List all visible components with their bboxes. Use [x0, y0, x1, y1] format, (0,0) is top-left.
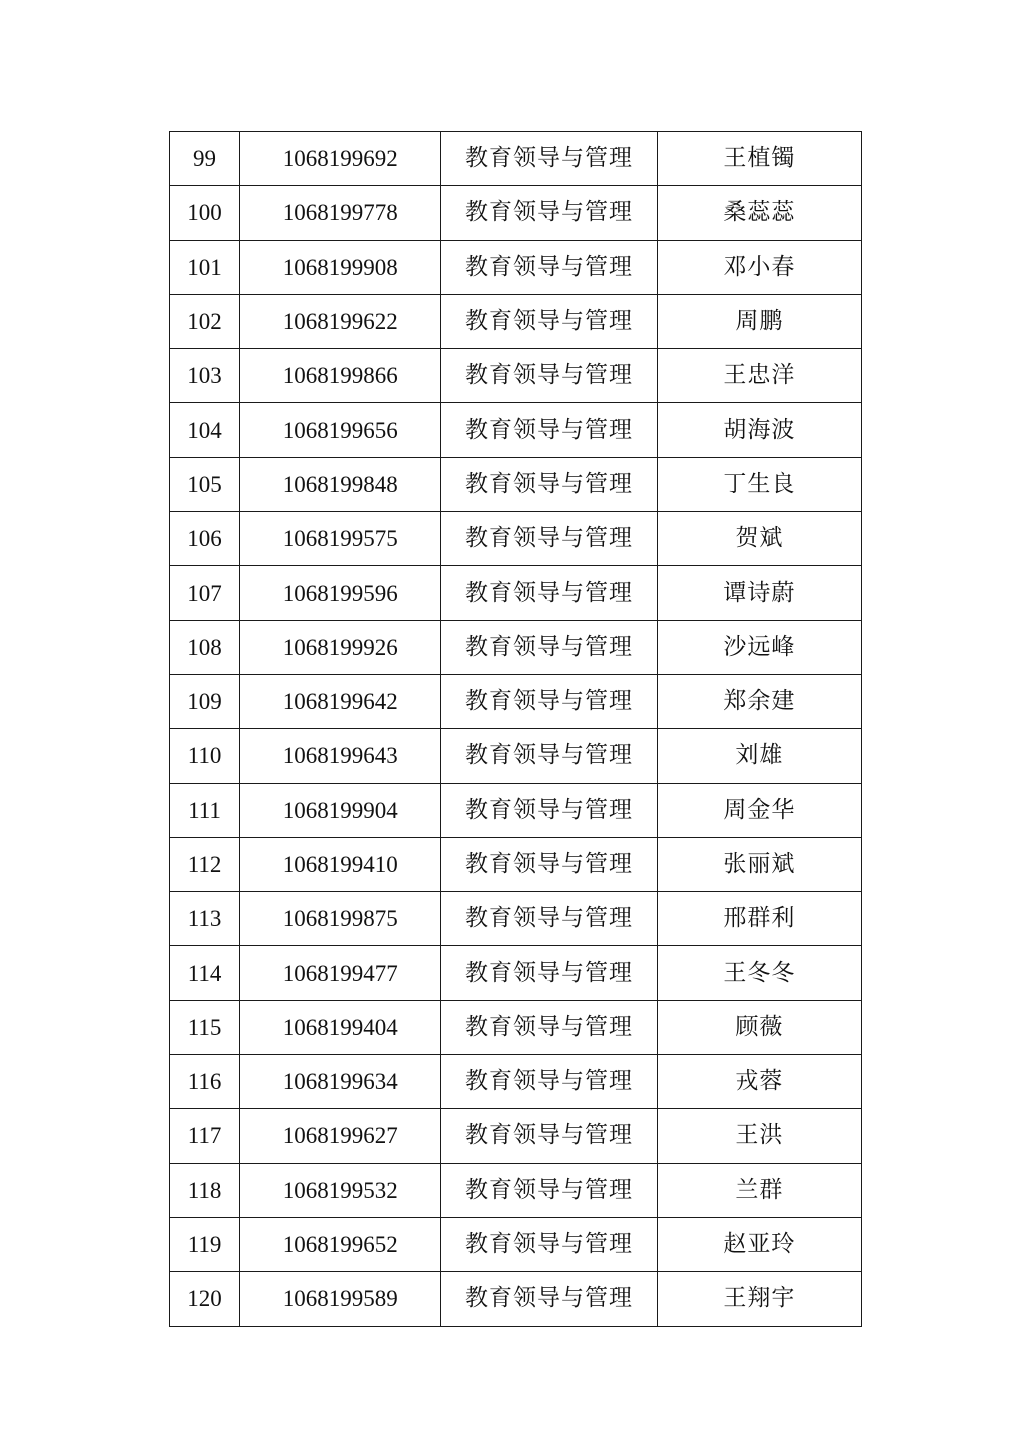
student-name-cell: 沙远峰: [657, 620, 861, 674]
student-id-cell: 1068199642: [240, 674, 441, 728]
table-row: [170, 674, 862, 728]
student-name-cell: 王忠洋: [657, 349, 861, 403]
student-id-cell: 1068199622: [240, 294, 441, 348]
student-name-cell: 王翔宇: [657, 1272, 861, 1326]
table-row: [170, 620, 862, 674]
student-name-cell: 顾薇: [657, 1000, 861, 1054]
student-name-cell: 周鹏: [657, 294, 861, 348]
row-number-cell: 108: [170, 620, 240, 674]
student-name-cell: 谭诗蔚: [657, 566, 861, 620]
table-row: [170, 566, 862, 620]
row-number-cell: 113: [170, 892, 240, 946]
student-name-cell: 胡海波: [657, 403, 861, 457]
student-name-cell: 王洪: [657, 1109, 861, 1163]
table-row: [170, 240, 862, 294]
student-id-cell: 1068199575: [240, 512, 441, 566]
row-number-cell: 99: [170, 132, 240, 186]
row-number-cell: 102: [170, 294, 240, 348]
student-name-cell: 周金华: [657, 783, 861, 837]
row-number-cell: 120: [170, 1272, 240, 1326]
student-roster-table: [169, 131, 862, 1327]
major-cell: 教育领导与管理: [441, 566, 657, 620]
major-cell: 教育领导与管理: [441, 1109, 657, 1163]
table-row: [170, 1000, 862, 1054]
student-id-cell: 1068199692: [240, 132, 441, 186]
table-row: [170, 946, 862, 1000]
student-id-cell: 1068199926: [240, 620, 441, 674]
table-row: [170, 457, 862, 511]
row-number-cell: 112: [170, 837, 240, 891]
table-row: [170, 1217, 862, 1271]
row-number-cell: 104: [170, 403, 240, 457]
student-name-cell: 王冬冬: [657, 946, 861, 1000]
major-cell: 教育领导与管理: [441, 512, 657, 566]
row-number-cell: 115: [170, 1000, 240, 1054]
student-id-cell: 1068199589: [240, 1272, 441, 1326]
table-row: [170, 349, 862, 403]
student-id-cell: 1068199532: [240, 1163, 441, 1217]
student-id-cell: 1068199634: [240, 1055, 441, 1109]
student-name-cell: 王植镯: [657, 132, 861, 186]
major-cell: 教育领导与管理: [441, 1217, 657, 1271]
student-name-cell: 刘雄: [657, 729, 861, 783]
major-cell: 教育领导与管理: [441, 783, 657, 837]
student-name-cell: 桑蕊蕊: [657, 186, 861, 240]
row-number-cell: 114: [170, 946, 240, 1000]
major-cell: 教育领导与管理: [441, 1055, 657, 1109]
student-name-cell: 郑余建: [657, 674, 861, 728]
row-number-cell: 118: [170, 1163, 240, 1217]
student-name-cell: 张丽斌: [657, 837, 861, 891]
major-cell: 教育领导与管理: [441, 837, 657, 891]
row-number-cell: 119: [170, 1217, 240, 1271]
table-row: [170, 1109, 862, 1163]
major-cell: 教育领导与管理: [441, 403, 657, 457]
major-cell: 教育领导与管理: [441, 1272, 657, 1326]
row-number-cell: 106: [170, 512, 240, 566]
major-cell: 教育领导与管理: [441, 892, 657, 946]
student-id-cell: 1068199904: [240, 783, 441, 837]
major-cell: 教育领导与管理: [441, 294, 657, 348]
row-number-cell: 107: [170, 566, 240, 620]
student-id-cell: 1068199778: [240, 186, 441, 240]
row-number-cell: 116: [170, 1055, 240, 1109]
student-name-cell: 兰群: [657, 1163, 861, 1217]
row-number-cell: 110: [170, 729, 240, 783]
student-id-cell: 1068199410: [240, 837, 441, 891]
major-cell: 教育领导与管理: [441, 186, 657, 240]
student-id-cell: 1068199908: [240, 240, 441, 294]
major-cell: 教育领导与管理: [441, 240, 657, 294]
major-cell: 教育领导与管理: [441, 1163, 657, 1217]
table-row: [170, 1055, 862, 1109]
major-cell: 教育领导与管理: [441, 132, 657, 186]
row-number-cell: 109: [170, 674, 240, 728]
major-cell: 教育领导与管理: [441, 349, 657, 403]
student-id-cell: 1068199866: [240, 349, 441, 403]
roster-table-body: [170, 132, 862, 1327]
row-number-cell: 100: [170, 186, 240, 240]
row-number-cell: 105: [170, 457, 240, 511]
table-row: [170, 729, 862, 783]
major-cell: 教育领导与管理: [441, 674, 657, 728]
table-row: [170, 892, 862, 946]
row-number-cell: 111: [170, 783, 240, 837]
row-number-cell: 117: [170, 1109, 240, 1163]
major-cell: 教育领导与管理: [441, 457, 657, 511]
table-row: [170, 132, 862, 186]
student-id-cell: 1068199875: [240, 892, 441, 946]
student-id-cell: 1068199404: [240, 1000, 441, 1054]
major-cell: 教育领导与管理: [441, 729, 657, 783]
student-id-cell: 1068199627: [240, 1109, 441, 1163]
student-id-cell: 1068199848: [240, 457, 441, 511]
student-id-cell: 1068199656: [240, 403, 441, 457]
row-number-cell: 103: [170, 349, 240, 403]
table-row: [170, 186, 862, 240]
table-row: [170, 1272, 862, 1326]
student-id-cell: 1068199652: [240, 1217, 441, 1271]
student-name-cell: 贺斌: [657, 512, 861, 566]
student-name-cell: 戎蓉: [657, 1055, 861, 1109]
table-row: [170, 403, 862, 457]
student-id-cell: 1068199596: [240, 566, 441, 620]
major-cell: 教育领导与管理: [441, 1000, 657, 1054]
student-name-cell: 赵亚玲: [657, 1217, 861, 1271]
student-name-cell: 邢群利: [657, 892, 861, 946]
table-row: [170, 512, 862, 566]
row-number-cell: 101: [170, 240, 240, 294]
major-cell: 教育领导与管理: [441, 620, 657, 674]
table-row: [170, 1163, 862, 1217]
student-name-cell: 丁生良: [657, 457, 861, 511]
table-row: [170, 837, 862, 891]
table-row: [170, 294, 862, 348]
student-name-cell: 邓小春: [657, 240, 861, 294]
table-row: [170, 783, 862, 837]
student-id-cell: 1068199477: [240, 946, 441, 1000]
student-id-cell: 1068199643: [240, 729, 441, 783]
major-cell: 教育领导与管理: [441, 946, 657, 1000]
